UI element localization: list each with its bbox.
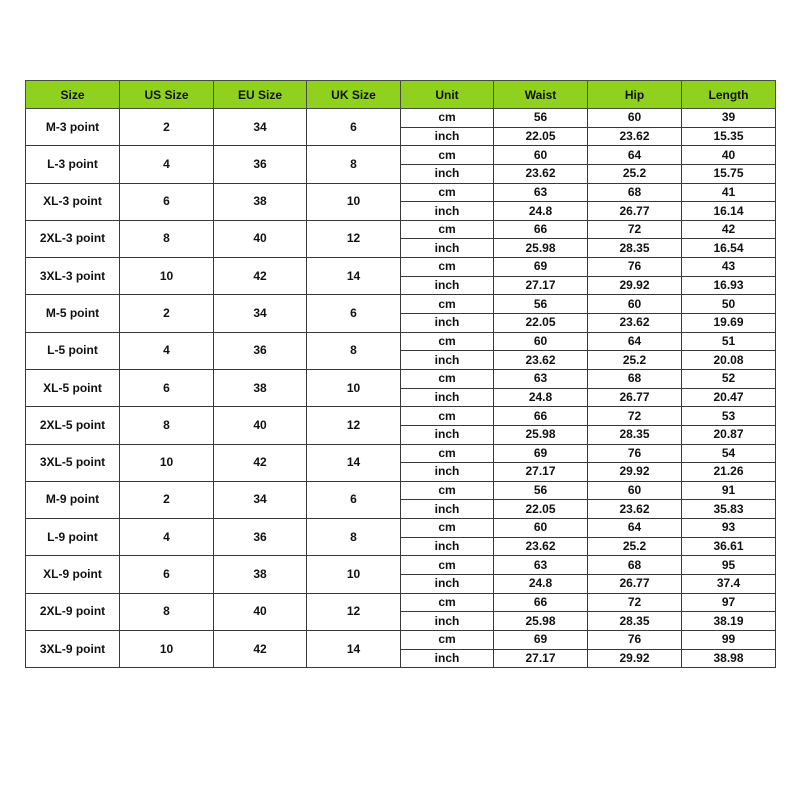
us-size-cell: 6 [120,183,214,220]
waist-cell: 63 [494,183,588,202]
hip-cell: 26.77 [588,575,682,594]
length-cell: 16.93 [682,276,776,295]
us-size-cell: 8 [120,220,214,257]
unit-cell: cm [401,630,494,649]
uk-size-cell: 8 [307,146,401,183]
us-size-cell: 4 [120,332,214,369]
unit-cell: inch [401,127,494,146]
unit-cell: inch [401,164,494,183]
header-hip: Hip [588,81,682,109]
uk-size-cell: 12 [307,593,401,630]
us-size-cell: 2 [120,109,214,146]
length-cell: 37.4 [682,575,776,594]
hip-cell: 28.35 [588,239,682,258]
waist-cell: 60 [494,146,588,165]
unit-cell: inch [401,314,494,333]
waist-cell: 25.98 [494,239,588,258]
waist-cell: 24.8 [494,202,588,221]
size-chart-table [25,80,776,668]
unit-cell: cm [401,332,494,351]
uk-size-cell: 6 [307,109,401,146]
uk-size-cell: 14 [307,444,401,481]
length-cell: 38.98 [682,649,776,668]
waist-cell: 56 [494,481,588,500]
unit-cell: inch [401,575,494,594]
size-cell: 3XL-9 point [26,630,120,667]
waist-cell: 27.17 [494,463,588,482]
uk-size-cell: 14 [307,630,401,667]
table-body [26,109,776,668]
length-cell: 54 [682,444,776,463]
unit-cell: inch [401,388,494,407]
us-size-cell: 10 [120,444,214,481]
eu-size-cell: 38 [214,556,307,593]
unit-cell: inch [401,425,494,444]
length-cell: 51 [682,332,776,351]
eu-size-cell: 36 [214,332,307,369]
waist-cell: 56 [494,295,588,314]
waist-cell: 63 [494,556,588,575]
unit-cell: inch [401,239,494,258]
length-cell: 19.69 [682,314,776,333]
us-size-cell: 6 [120,369,214,406]
table-row [26,146,776,165]
unit-cell: cm [401,519,494,538]
us-size-cell: 4 [120,519,214,556]
size-cell: XL-5 point [26,369,120,406]
size-cell: L-9 point [26,519,120,556]
hip-cell: 60 [588,295,682,314]
unit-cell: cm [401,369,494,388]
length-cell: 16.54 [682,239,776,258]
table-row [26,519,776,538]
unit-cell: inch [401,351,494,370]
length-cell: 41 [682,183,776,202]
waist-cell: 24.8 [494,575,588,594]
waist-cell: 63 [494,369,588,388]
length-cell: 36.61 [682,537,776,556]
unit-cell: inch [401,463,494,482]
header-eu-size: EU Size [214,81,307,109]
hip-cell: 29.92 [588,276,682,295]
table-row [26,332,776,351]
us-size-cell: 2 [120,481,214,518]
hip-cell: 26.77 [588,388,682,407]
table-row [26,556,776,575]
hip-cell: 26.77 [588,202,682,221]
waist-cell: 66 [494,220,588,239]
waist-cell: 22.05 [494,127,588,146]
length-cell: 35.83 [682,500,776,519]
hip-cell: 76 [588,630,682,649]
hip-cell: 29.92 [588,649,682,668]
length-cell: 99 [682,630,776,649]
eu-size-cell: 36 [214,519,307,556]
waist-cell: 23.62 [494,164,588,183]
us-size-cell: 10 [120,258,214,295]
hip-cell: 64 [588,332,682,351]
uk-size-cell: 8 [307,519,401,556]
hip-cell: 28.35 [588,425,682,444]
size-cell: M-5 point [26,295,120,332]
waist-cell: 22.05 [494,500,588,519]
size-cell: 2XL-3 point [26,220,120,257]
hip-cell: 28.35 [588,612,682,631]
header-uk-size: UK Size [307,81,401,109]
unit-cell: cm [401,295,494,314]
uk-size-cell: 12 [307,407,401,444]
length-cell: 50 [682,295,776,314]
size-cell: XL-9 point [26,556,120,593]
eu-size-cell: 42 [214,444,307,481]
length-cell: 16.14 [682,202,776,221]
waist-cell: 22.05 [494,314,588,333]
hip-cell: 60 [588,481,682,500]
eu-size-cell: 36 [214,146,307,183]
table-row [26,109,776,128]
us-size-cell: 4 [120,146,214,183]
hip-cell: 68 [588,183,682,202]
waist-cell: 60 [494,332,588,351]
size-cell: 3XL-5 point [26,444,120,481]
hip-cell: 64 [588,519,682,538]
length-cell: 20.08 [682,351,776,370]
length-cell: 39 [682,109,776,128]
table-row [26,369,776,388]
length-cell: 53 [682,407,776,426]
header-size: Size [26,81,120,109]
uk-size-cell: 8 [307,332,401,369]
unit-cell: cm [401,146,494,165]
size-cell: XL-3 point [26,183,120,220]
header-waist: Waist [494,81,588,109]
length-cell: 15.35 [682,127,776,146]
eu-size-cell: 42 [214,258,307,295]
uk-size-cell: 6 [307,295,401,332]
table-header [26,81,776,109]
table-row [26,258,776,277]
unit-cell: cm [401,183,494,202]
unit-cell: inch [401,612,494,631]
us-size-cell: 2 [120,295,214,332]
table-row [26,407,776,426]
hip-cell: 25.2 [588,537,682,556]
hip-cell: 68 [588,556,682,575]
waist-cell: 27.17 [494,649,588,668]
hip-cell: 72 [588,593,682,612]
hip-cell: 25.2 [588,164,682,183]
eu-size-cell: 42 [214,630,307,667]
uk-size-cell: 6 [307,481,401,518]
waist-cell: 25.98 [494,612,588,631]
length-cell: 20.87 [682,425,776,444]
hip-cell: 76 [588,444,682,463]
waist-cell: 69 [494,258,588,277]
unit-cell: cm [401,220,494,239]
eu-size-cell: 38 [214,369,307,406]
length-cell: 40 [682,146,776,165]
uk-size-cell: 10 [307,369,401,406]
length-cell: 93 [682,519,776,538]
size-cell: L-5 point [26,332,120,369]
header-row [26,81,776,109]
unit-cell: cm [401,258,494,277]
length-cell: 91 [682,481,776,500]
eu-size-cell: 38 [214,183,307,220]
table-row [26,444,776,463]
eu-size-cell: 40 [214,407,307,444]
waist-cell: 56 [494,109,588,128]
waist-cell: 23.62 [494,537,588,556]
waist-cell: 66 [494,593,588,612]
header-length: Length [682,81,776,109]
waist-cell: 25.98 [494,425,588,444]
hip-cell: 72 [588,220,682,239]
hip-cell: 25.2 [588,351,682,370]
eu-size-cell: 34 [214,109,307,146]
eu-size-cell: 34 [214,295,307,332]
length-cell: 20.47 [682,388,776,407]
unit-cell: cm [401,407,494,426]
eu-size-cell: 40 [214,593,307,630]
length-cell: 21.26 [682,463,776,482]
table-row [26,593,776,612]
hip-cell: 72 [588,407,682,426]
size-cell: M-3 point [26,109,120,146]
waist-cell: 60 [494,519,588,538]
uk-size-cell: 10 [307,556,401,593]
hip-cell: 60 [588,109,682,128]
us-size-cell: 6 [120,556,214,593]
header-us-size: US Size [120,81,214,109]
size-cell: L-3 point [26,146,120,183]
us-size-cell: 10 [120,630,214,667]
table-row [26,220,776,239]
hip-cell: 76 [588,258,682,277]
waist-cell: 69 [494,630,588,649]
unit-cell: cm [401,593,494,612]
length-cell: 15.75 [682,164,776,183]
size-cell: 2XL-9 point [26,593,120,630]
hip-cell: 23.62 [588,127,682,146]
uk-size-cell: 10 [307,183,401,220]
length-cell: 43 [682,258,776,277]
hip-cell: 68 [588,369,682,388]
table-row [26,295,776,314]
table-row [26,630,776,649]
unit-cell: inch [401,202,494,221]
hip-cell: 64 [588,146,682,165]
size-cell: 3XL-3 point [26,258,120,295]
waist-cell: 23.62 [494,351,588,370]
us-size-cell: 8 [120,407,214,444]
size-cell: 2XL-5 point [26,407,120,444]
header-unit: Unit [401,81,494,109]
hip-cell: 29.92 [588,463,682,482]
waist-cell: 24.8 [494,388,588,407]
waist-cell: 66 [494,407,588,426]
length-cell: 42 [682,220,776,239]
unit-cell: cm [401,444,494,463]
length-cell: 52 [682,369,776,388]
length-cell: 95 [682,556,776,575]
unit-cell: inch [401,649,494,668]
size-cell: M-9 point [26,481,120,518]
waist-cell: 69 [494,444,588,463]
unit-cell: cm [401,556,494,575]
table-row [26,183,776,202]
unit-cell: cm [401,481,494,500]
table-row [26,481,776,500]
length-cell: 97 [682,593,776,612]
waist-cell: 27.17 [494,276,588,295]
unit-cell: cm [401,109,494,128]
unit-cell: inch [401,500,494,519]
hip-cell: 23.62 [588,314,682,333]
uk-size-cell: 12 [307,220,401,257]
unit-cell: inch [401,276,494,295]
eu-size-cell: 34 [214,481,307,518]
hip-cell: 23.62 [588,500,682,519]
eu-size-cell: 40 [214,220,307,257]
unit-cell: inch [401,537,494,556]
length-cell: 38.19 [682,612,776,631]
uk-size-cell: 14 [307,258,401,295]
us-size-cell: 8 [120,593,214,630]
